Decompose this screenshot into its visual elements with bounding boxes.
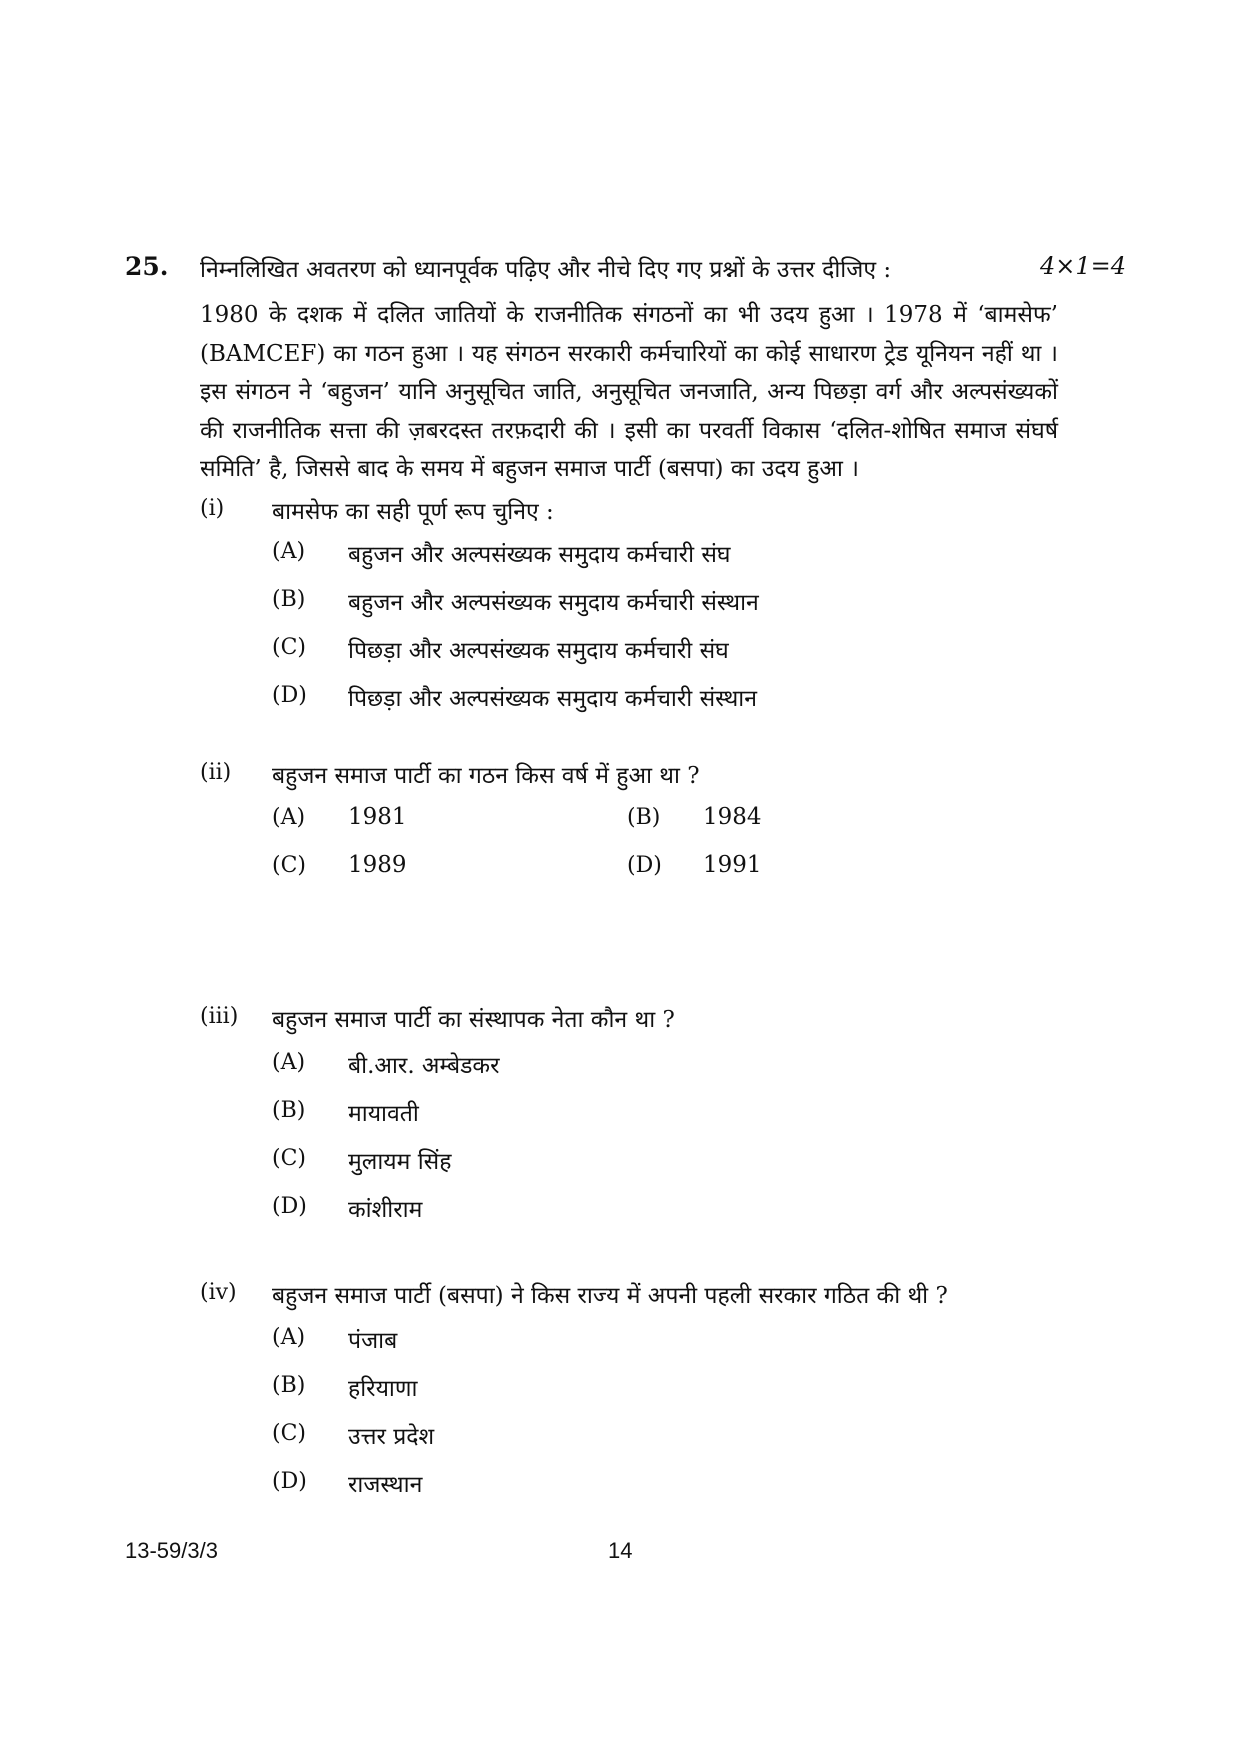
option-text: बहुजन और अल्पसंख्यक समुदाय कर्मचारी संस्थान [348,590,759,616]
subquestion-text: बामसेफ का सही पूर्ण रूप चुनिए : [272,499,554,525]
subquestion-label: (i) [200,496,225,521]
option-label: (D) [272,1469,307,1494]
option-label: (A) [272,1325,306,1350]
passage-text: 1980 के दशक में दलित जातियों के राजनीतिक संगठनों का भी उदय हुआ । 1978 में ‘बामसेफ’ (BAMCEF) का गठन हुआ । यह संगठन सरकारी कर्मचारियों का कोई साधारण ट्रेड यूनियन नहीं था । इस संगठन ने ‘बहुजन’ यानि अनुसूचित जाति, अनुसूचित जनजाति, अन्य पिछड़ा वर्ग और अल्पसंख्यकों की राजनीतिक सत्ता की ज़बरदस्त तरफ़दारी की । इसी का परवर्ती विकास ‘दलित-शोषित समाज संघर्ष समिति’ है, जिससे बाद के समय में बहुजन समाज पार्टी (बसपा) का उदय हुआ । [200,302,1058,482]
passage [200,296,1058,489]
option-label: (A) [272,1050,306,1075]
subquestion-label: (iii) [200,1004,239,1029]
page-number: 14 [608,1538,633,1563]
option-text: पंजाब [348,1328,398,1354]
option-text: बी.आर. अम्बेडकर [348,1053,500,1079]
option-text: उत्तर प्रदेश [348,1424,435,1450]
option-text: बहुजन और अल्पसंख्यक समुदाय कर्मचारी संघ [348,542,731,568]
option-text: मुलायम सिंह [348,1149,452,1175]
option-label: (B) [627,805,661,830]
option-text: 1989 [348,852,407,878]
option-label: (D) [627,853,662,878]
option-label: (B) [272,587,306,612]
option-label: (C) [272,1421,306,1446]
subquestion-label: (iv) [200,1280,237,1305]
option-text: पिछड़ा और अल्पसंख्यक समुदाय कर्मचारी संस्थान [348,686,758,712]
option-label: (C) [272,853,306,878]
subquestion-text: बहुजन समाज पार्टी का गठन किस वर्ष में हुआ था ? [272,763,700,789]
option-label: (D) [272,683,307,708]
option-label: (C) [272,635,306,660]
option-text: राजस्थान [348,1472,423,1498]
paper-code: 13-59/3/3 [125,1538,218,1563]
option-label: (A) [272,805,306,830]
option-label: (C) [272,1146,306,1171]
option-text: कांशीराम [348,1197,423,1223]
subquestion-label: (ii) [200,760,232,785]
option-label: (D) [272,1194,307,1219]
option-label: (A) [272,539,306,564]
option-text: 1981 [348,804,407,830]
option-text: मायावती [348,1101,419,1127]
option-label: (B) [272,1373,306,1398]
question-number: 25. [125,252,169,281]
question-instruction: निम्नलिखित अवतरण को ध्यानपूर्वक पढ़िए और नीचे दिए गए प्रश्नों के उत्तर दीजिए : [200,257,892,283]
question-marks: 4×1=4 [1040,252,1127,280]
option-text: 1991 [703,852,762,878]
subquestion-text: बहुजन समाज पार्टी का संस्थापक नेता कौन था ? [272,1007,675,1033]
option-label: (B) [272,1098,306,1123]
option-text: हरियाणा [348,1376,418,1402]
option-text: 1984 [703,804,762,830]
subquestion-text: बहुजन समाज पार्टी (बसपा) ने किस राज्य में अपनी पहली सरकार गठित की थी ? [272,1283,948,1309]
option-text: पिछड़ा और अल्पसंख्यक समुदाय कर्मचारी संघ [348,638,729,664]
